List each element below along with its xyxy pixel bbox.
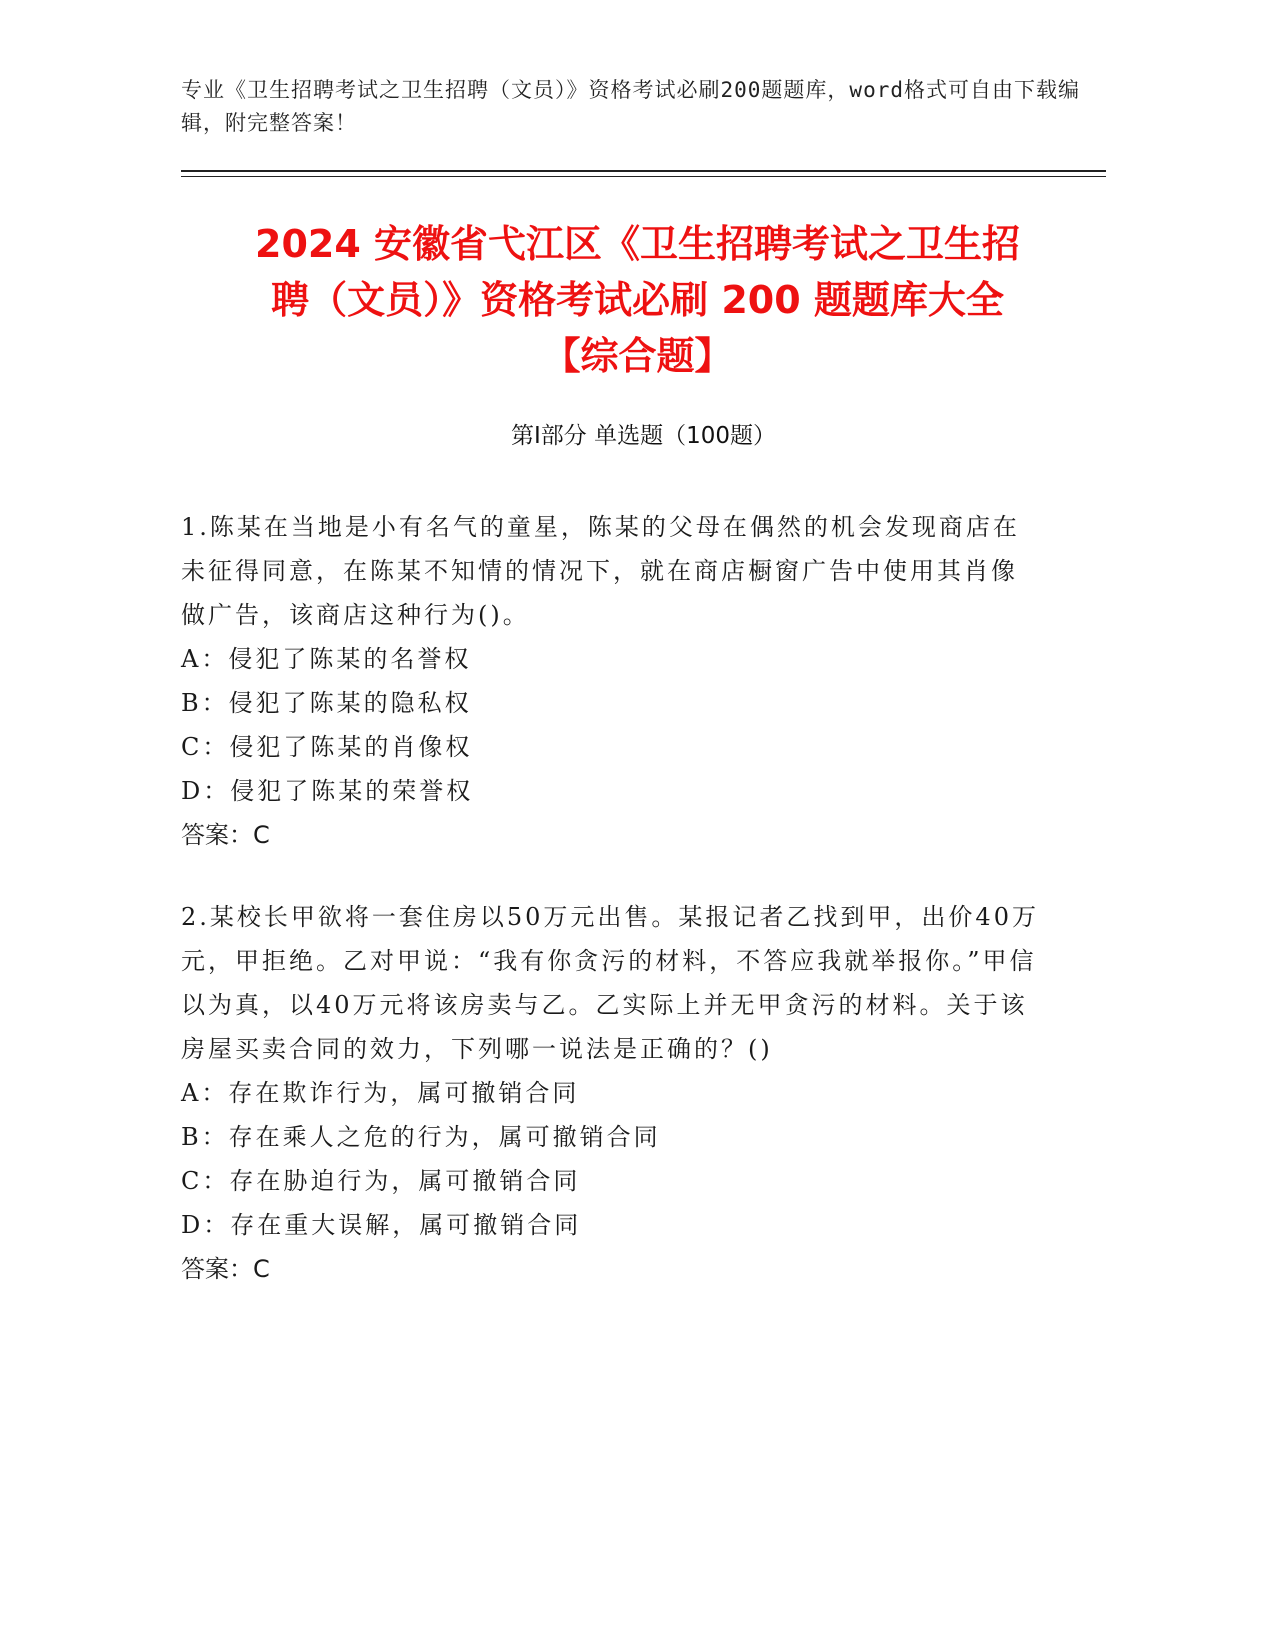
- header-rule-thick: [181, 170, 1106, 172]
- title-line-1: 2024 安徽省弋江区《卫生招聘考试之卫生招: [255, 222, 1020, 266]
- question-stem: 2.某校长甲欲将一套住房以50万元出售。某报记者乙找到甲，出价40万元，甲拒绝。乙对甲说：“我有你贪污的材料，不答应我就举报你。”甲信以为真，以40万元将该房卖与乙。乙实际上并无甲贪污的材料。关于该房屋买卖合同的效力，下列哪一说法是正确的？(): [181, 903, 1039, 1063]
- option-a: A：侵犯了陈某的名誉权: [181, 645, 472, 673]
- question-2: [181, 895, 1041, 1291]
- section-title: 第Ⅰ部分 单选题（100题）: [511, 423, 776, 449]
- title-line-2: 聘（文员）》资格考试必刷 200 题题库大全: [271, 278, 1004, 322]
- header-rule-thin: [181, 176, 1106, 177]
- question-stem: 1.陈某在当地是小有名气的童星，陈某的父母在偶然的机会发现商店在未征得同意，在陈某不知情的情况下，就在商店橱窗广告中使用其肖像做广告，该商店这种行为()。: [181, 513, 1020, 629]
- option-a: A：存在欺诈行为，属可撤销合同: [181, 1079, 580, 1107]
- option-b: B：侵犯了陈某的隐私权: [181, 689, 472, 717]
- document-title: [150, 216, 1125, 384]
- answer: 答案：C: [181, 821, 270, 849]
- option-c: C：存在胁迫行为，属可撤销合同: [181, 1167, 581, 1195]
- header-note: 专业《卫生招聘考试之卫生招聘（文员）》资格考试必刷200题题库，word格式可自由下载编辑，附完整答案！: [181, 78, 1080, 135]
- option-b: B：存在乘人之危的行为，属可撤销合同: [181, 1123, 661, 1151]
- option-d: D：存在重大误解，属可撤销合同: [181, 1211, 582, 1239]
- answer: 答案：C: [181, 1255, 270, 1283]
- option-c: C：侵犯了陈某的肖像权: [181, 733, 473, 761]
- question-1: [181, 505, 1041, 857]
- title-line-3: 【综合题】: [542, 334, 733, 378]
- option-d: D：侵犯了陈某的荣誉权: [181, 777, 474, 805]
